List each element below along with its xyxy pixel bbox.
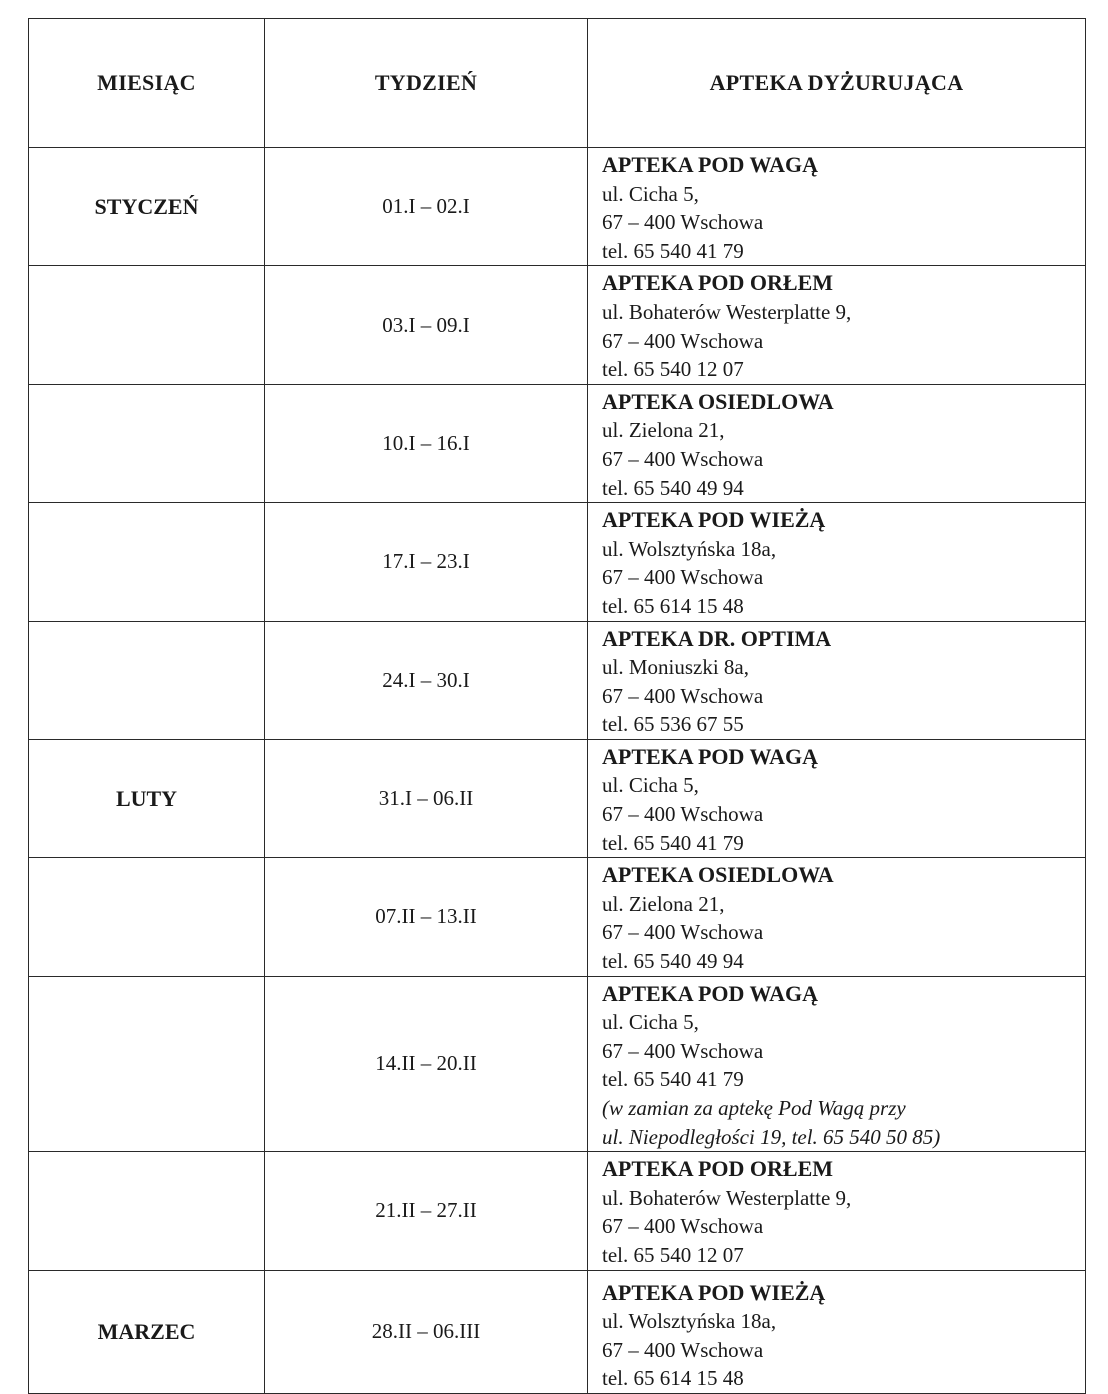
pharmacy-street: ul. Cicha 5, (602, 181, 699, 206)
pharmacy-name: APTEKA DR. OPTIMA (602, 625, 832, 651)
pharmacy-name: APTEKA OSIEDLOWA (602, 388, 834, 414)
week-cell: 21.II – 27.II (265, 1152, 588, 1270)
pharmacy-name: APTEKA POD WAGĄ (602, 743, 818, 769)
pharmacy-cell (588, 266, 1086, 384)
month-cell (29, 621, 265, 739)
pharmacy-name: APTEKA POD ORŁEM (602, 1156, 834, 1182)
table-row (29, 976, 1086, 1152)
duty-schedule-table (28, 18, 1086, 1394)
pharmacy-street: ul. Zielona 21, (602, 418, 725, 443)
week-cell: 31.I – 06.II (265, 739, 588, 857)
month-cell (29, 503, 265, 621)
week-cell: 17.I – 23.I (265, 503, 588, 621)
pharmacy-city: 67 – 400 Wschowa (602, 1038, 764, 1063)
pharmacy-name: APTEKA OSIEDLOWA (602, 862, 834, 888)
pharmacy-name: APTEKA POD WAGĄ (602, 152, 818, 177)
table-row (29, 858, 1086, 976)
pharmacy-cell (588, 148, 1086, 266)
pharmacy-street: ul. Wolsztyńska 18a, (602, 536, 777, 561)
pharmacy-cell (588, 1270, 1086, 1393)
pharmacy-cell (588, 384, 1086, 502)
pharmacy-street: ul. Zielona 21, (602, 891, 725, 916)
table-row (29, 621, 1086, 739)
pharmacy-city: 67 – 400 Wschowa (602, 446, 764, 471)
pharmacy-name: APTEKA POD WIEŻĄ (602, 1279, 826, 1305)
month-cell (29, 976, 265, 1152)
pharmacy-name: APTEKA POD ORŁEM (602, 270, 834, 296)
header-pharmacy: APTEKA DYŻURUJĄCA (588, 19, 1086, 148)
pharmacy-phone: tel. 65 540 41 79 (602, 238, 744, 263)
pharmacy-phone: tel. 65 540 41 79 (602, 1067, 744, 1092)
pharmacy-street: ul. Cicha 5, (602, 773, 699, 798)
table-row (29, 1152, 1086, 1270)
week-cell: 03.I – 09.I (265, 266, 588, 384)
week-cell: 24.I – 30.I (265, 621, 588, 739)
pharmacy-cell (588, 976, 1086, 1152)
week-cell: 01.I – 02.I (265, 148, 588, 266)
pharmacy-street: ul. Moniuszki 8a, (602, 655, 749, 680)
pharmacy-street: ul. Cicha 5, (602, 1010, 699, 1035)
pharmacy-city: 67 – 400 Wschowa (602, 683, 764, 708)
table-row (29, 503, 1086, 621)
header-month: MIESIĄC (29, 19, 265, 148)
table-row (29, 266, 1086, 384)
week-cell: 28.II – 06.III (265, 1270, 588, 1393)
header-week: TYDZIEŃ (265, 19, 588, 148)
week-cell: 14.II – 20.II (265, 976, 588, 1152)
pharmacy-city: 67 – 400 Wschowa (602, 802, 764, 827)
pharmacy-city: 67 – 400 Wschowa (602, 565, 764, 590)
pharmacy-cell (588, 858, 1086, 976)
pharmacy-phone: tel. 65 614 15 48 (602, 593, 744, 618)
table-row (29, 1270, 1086, 1393)
week-cell: 10.I – 16.I (265, 384, 588, 502)
month-cell: LUTY (29, 739, 265, 857)
week-cell: 07.II – 13.II (265, 858, 588, 976)
pharmacy-cell (588, 621, 1086, 739)
pharmacy-city: 67 – 400 Wschowa (602, 1337, 764, 1362)
pharmacy-street: ul. Wolsztyńska 18a, (602, 1309, 777, 1334)
table-row (29, 739, 1086, 857)
month-cell (29, 384, 265, 502)
pharmacy-name: APTEKA POD WAGĄ (602, 980, 818, 1006)
month-cell (29, 266, 265, 384)
table-row (29, 148, 1086, 266)
pharmacy-note: (w zamian za aptekę Pod Wagą przy (602, 1096, 906, 1120)
pharmacy-note: ul. Niepodległości 19, tel. 65 540 50 85) (602, 1124, 941, 1149)
pharmacy-phone: tel. 65 540 49 94 (602, 949, 744, 974)
pharmacy-city: 67 – 400 Wschowa (602, 328, 764, 353)
pharmacy-phone: tel. 65 540 12 07 (602, 1242, 744, 1267)
pharmacy-phone: tel. 65 540 41 79 (602, 830, 744, 855)
month-cell (29, 1152, 265, 1270)
table-row (29, 384, 1086, 502)
pharmacy-city: 67 – 400 Wschowa (602, 1214, 764, 1239)
pharmacy-street: ul. Bohaterów Westerplatte 9, (602, 1185, 852, 1210)
pharmacy-phone: tel. 65 614 15 48 (602, 1366, 744, 1391)
pharmacy-phone: tel. 65 536 67 55 (602, 712, 744, 737)
month-cell: MARZEC (29, 1270, 265, 1393)
pharmacy-name: APTEKA POD WIEŻĄ (602, 507, 826, 533)
pharmacy-cell (588, 503, 1086, 621)
month-cell: STYCZEŃ (29, 148, 265, 266)
pharmacy-cell (588, 1152, 1086, 1270)
pharmacy-cell (588, 739, 1086, 857)
pharmacy-phone: tel. 65 540 49 94 (602, 475, 744, 500)
table-header-row (29, 19, 1086, 148)
pharmacy-city: 67 – 400 Wschowa (602, 920, 764, 945)
pharmacy-street: ul. Bohaterów Westerplatte 9, (602, 299, 852, 324)
pharmacy-phone: tel. 65 540 12 07 (602, 357, 744, 382)
pharmacy-city: 67 – 400 Wschowa (602, 210, 764, 235)
month-cell (29, 858, 265, 976)
